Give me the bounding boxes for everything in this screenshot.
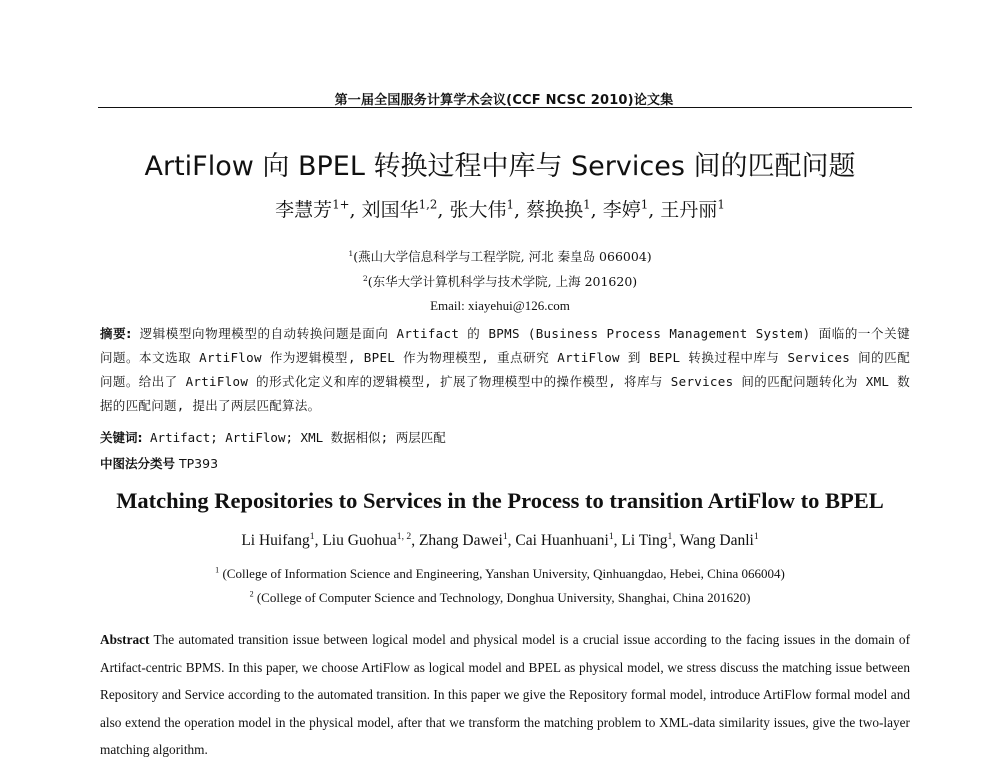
author-cn-sup: 1,2 [418,197,438,212]
author-en-sup: 1 [608,530,614,542]
clc-number [100,454,218,472]
author-cn-separator: , [590,199,603,221]
author-en-name: Li Huifang [241,532,310,549]
author-en-name: Wang Danli [679,532,754,549]
author-en-separator: , [613,532,622,549]
author-en-sup: 1, 2 [396,530,412,542]
keywords-cn [100,428,446,446]
keywords-cn-label: 关键词: [100,430,143,445]
authors-en [60,532,940,550]
clc-text: TP393 [175,456,219,471]
author-cn-separator: , [648,199,661,221]
affiliation-en-2-text: (College of Computer Science and Technology, Donghua University, Shanghai, China 201620) [253,590,751,605]
affiliation-cn-1-sup: 1 [348,248,354,258]
author-en-separator: , [507,532,516,549]
author-en-name: Liu Guohua [322,532,397,549]
author-cn-name: 蔡换换 [526,199,584,221]
abstract-cn [100,322,910,418]
clc-label: 中图法分类号 [100,456,176,471]
affiliation-en-1-text: (College of Information Science and Engineering, Yanshan University, Qinhuangdao, Hebei, China 066004) [219,566,785,581]
author-en-separator: , [672,532,680,549]
abstract-en-text: The automated transition issue between logical model and physical model is a crucial issue according to the facing issues in the domain of Artifact-centric BPMS. In this paper, we choose ArtiFlow as logical model and BPEL as physical model, we stress discuss the matching issue between Repository and Service according to the automated transition. In this paper we give the Repository formal model, introduce ArtiFlow formal model and also extend the operation model in the physical model, after that we transform the matching problem to XML-data similarity issues, give the two-layer matching algorithm. [100,632,910,757]
affiliation-cn-1 [60,247,940,265]
author-cn-sup: 1 [640,197,649,212]
author-cn-sup: 1 [583,197,591,212]
author-en-name: Li Ting [621,532,668,549]
author-cn-name: 刘国华 [361,199,419,221]
author-cn-name: 李婷 [602,199,641,221]
author-cn-name: 张大伟 [449,199,507,221]
author-en-sup: 1 [502,530,508,542]
paper-title-en: Matching Repositories to Services in the Process to transition ArtiFlow to BPEL [116,488,884,513]
author-cn-separator: , [349,199,362,221]
authors-cn [60,195,940,222]
author-en-separator: , [411,532,419,549]
author-cn-sup: 1+ [332,197,350,212]
affiliation-cn-2 [60,272,940,290]
affiliation-en-1 [60,566,940,582]
email: Email: xiayehui@126.com [430,298,570,313]
author-en-sup: 1 [667,530,673,542]
author-en-sup: 1 [309,530,315,542]
header-rule [98,107,912,108]
author-cn-separator: , [513,199,527,221]
author-cn-sup: 1 [506,197,514,212]
author-en-sup: 1 [753,530,759,542]
author-cn-name: 王丹丽 [660,199,718,221]
proceedings-header: 第一届全国服务计算学术会议(CCF NCSC 2010)论文集 [334,93,674,108]
paper-title-cn: ArtiFlow 向 BPEL 转换过程中库与 Services 间的匹配问题 [144,151,856,182]
affiliation-cn-1-text: (燕山大学信息科学与工程学院, 河北 秦皇岛 066004) [353,249,652,264]
abstract-en-label: Abstract [100,632,150,647]
abstract-cn-label: 摘要: [100,326,132,341]
author-cn-sup: 1 [717,197,725,212]
affiliation-cn-2-text: (东华大学计算机科学与技术学院, 上海 201620) [367,274,638,289]
author-en-name: Zhang Dawei [418,532,503,549]
affiliation-cn-2-sup: 2 [362,273,368,283]
author-cn-separator: , [437,199,450,221]
author-cn-name: 李慧芳 [275,199,333,221]
author-en-separator: , [314,532,323,549]
abstract-en [100,626,910,764]
abstract-cn-text: 逻辑模型向物理模型的自动转换问题是面向 Artifact 的 BPMS (Business Process Management System) 面临的一个关键问题。本文选取 ArtiFlow 作为逻辑模型, BPEL 作为物理模型, 重点研究 ArtiFlow 到 BEPL 转换过程中库与 Services 间的匹配问题。给出了 ArtiFlow 的形式化定义和库的逻辑模型, 扩展了物理模型中的操作模型, 将库与 Services 间的匹配问题转化为 XML 数据的匹配问题, 提出了两层匹配算法。 [100,326,911,413]
affiliation-en-2-sup: 2 [249,589,254,599]
keywords-cn-text: Artifact; ArtiFlow; XML 数据相似; 两层匹配 [142,430,446,445]
author-en-name: Cai Huanhuani [515,532,609,549]
affiliation-en-2 [60,590,940,606]
affiliation-en-1-sup: 1 [215,565,220,575]
